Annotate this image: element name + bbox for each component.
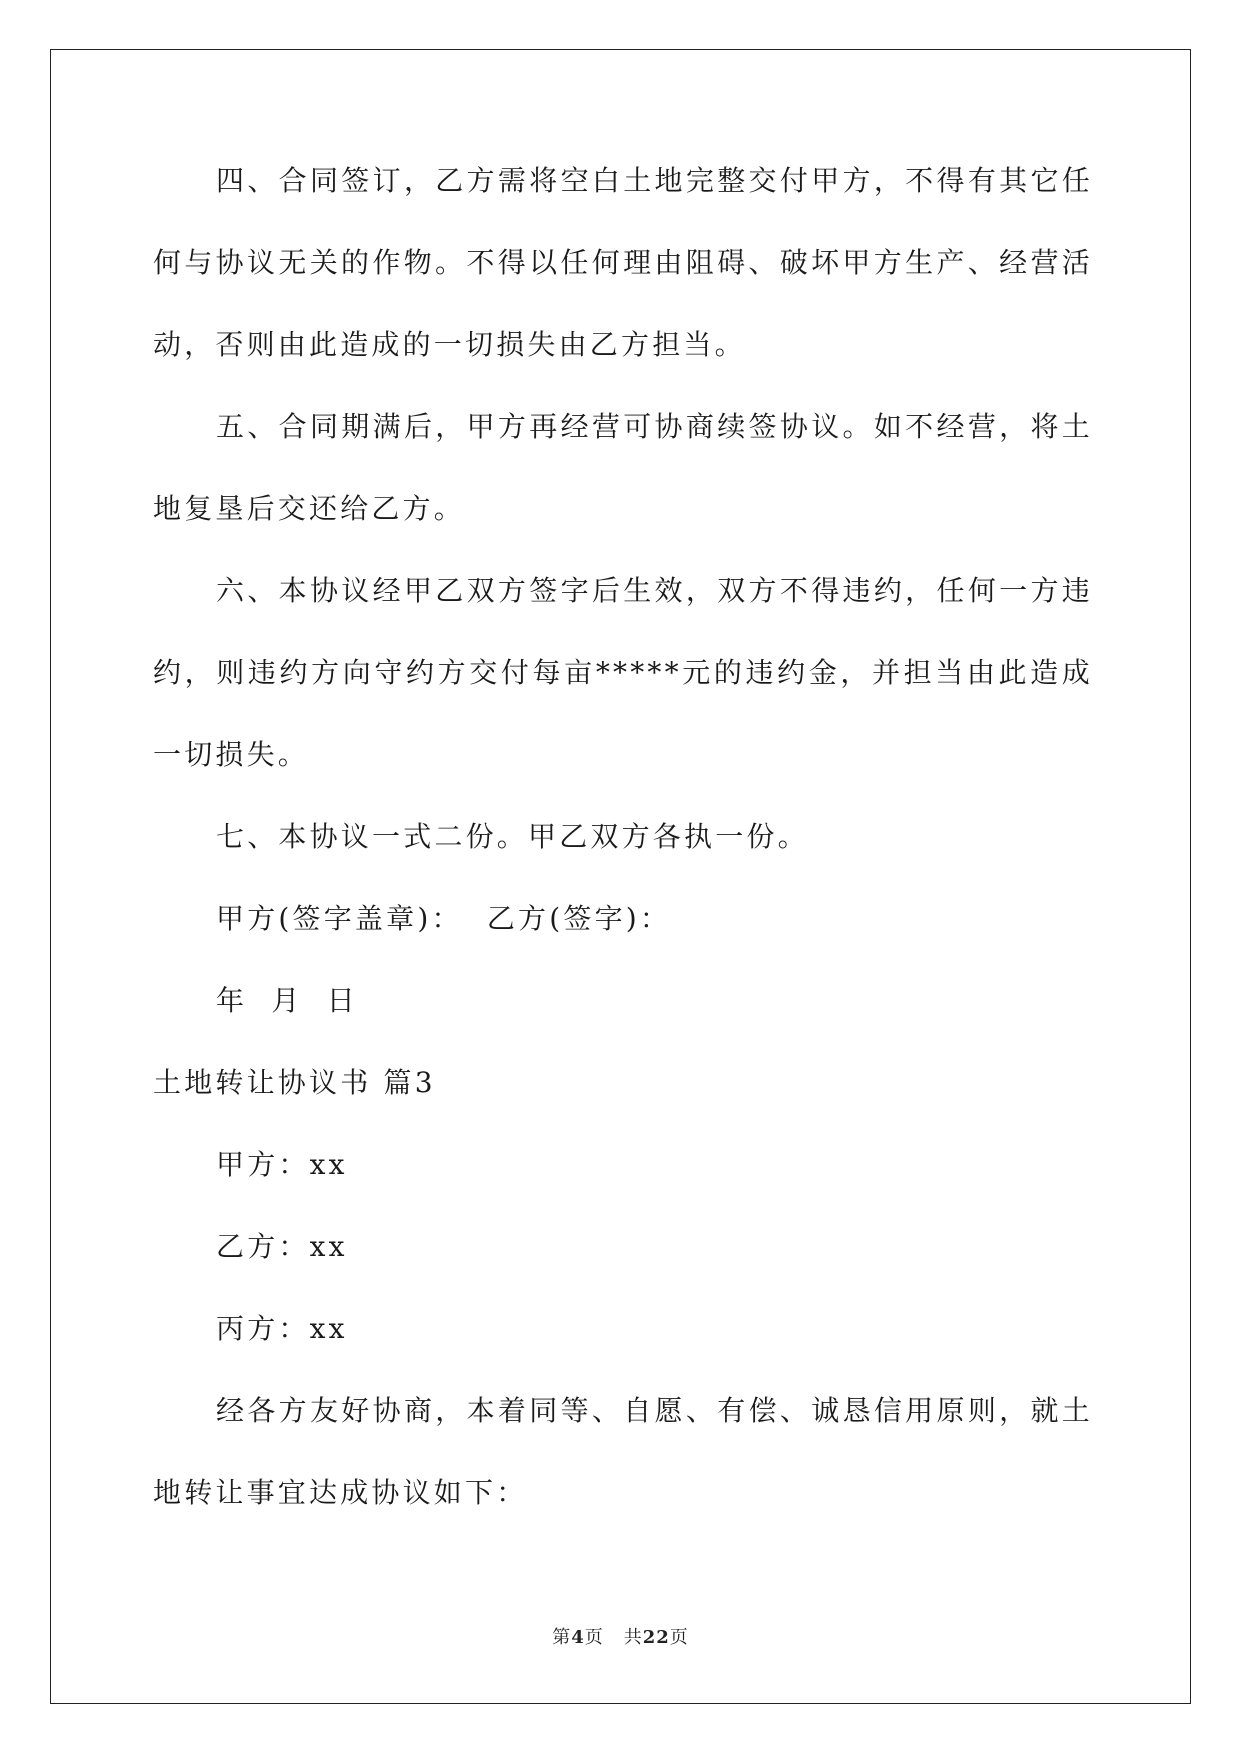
paragraph-clause-4: 四、合同签订，乙方需将空白土地完整交付甲方，不得有其它任何与协议无关的作物。不得以任何理由阻碍、破坏甲方生产、经营活动，否则由此造成的一切损失由乙方担当。 <box>153 164 1093 361</box>
total-prefix: 共 <box>623 1627 643 1648</box>
page-footer <box>0 1623 1241 1649</box>
party-c-line: 丙方：xx <box>216 1312 348 1345</box>
party-b-line: 乙方：xx <box>216 1230 348 1263</box>
total-suffix: 页 <box>669 1627 689 1648</box>
paragraph-clause-6: 六、本协议经甲乙双方签字后生效，双方不得违约，任何一方违约，则违约方向守约方交付每亩*****元的违约金，并担当由此造成一切损失。 <box>153 574 1093 771</box>
party-a-line: 甲方：xx <box>216 1148 348 1181</box>
total-pages: 22 <box>642 1627 670 1648</box>
paragraph-intro: 经各方友好协商，本着同等、自愿、有偿、诚恳信用原则，就土地转让事宜达成协议如下： <box>153 1394 1093 1509</box>
signature-line: 甲方(签字盖章)： 乙方(签字)： <box>216 902 672 935</box>
section-heading: 土地转让协议书 篇3 <box>153 1066 436 1099</box>
page-prefix: 第 <box>552 1627 572 1648</box>
date-line: 年 月 日 <box>216 984 359 1017</box>
page-number: 4 <box>571 1627 585 1648</box>
paragraph-clause-5: 五、合同期满后，甲方再经营可协商续签协议。如不经营，将土地复垦后交还给乙方。 <box>153 410 1093 525</box>
page-suffix: 页 <box>584 1627 604 1648</box>
document-body <box>153 140 1093 1534</box>
paragraph-clause-7: 七、本协议一式二份。甲乙双方各执一份。 <box>216 820 809 853</box>
